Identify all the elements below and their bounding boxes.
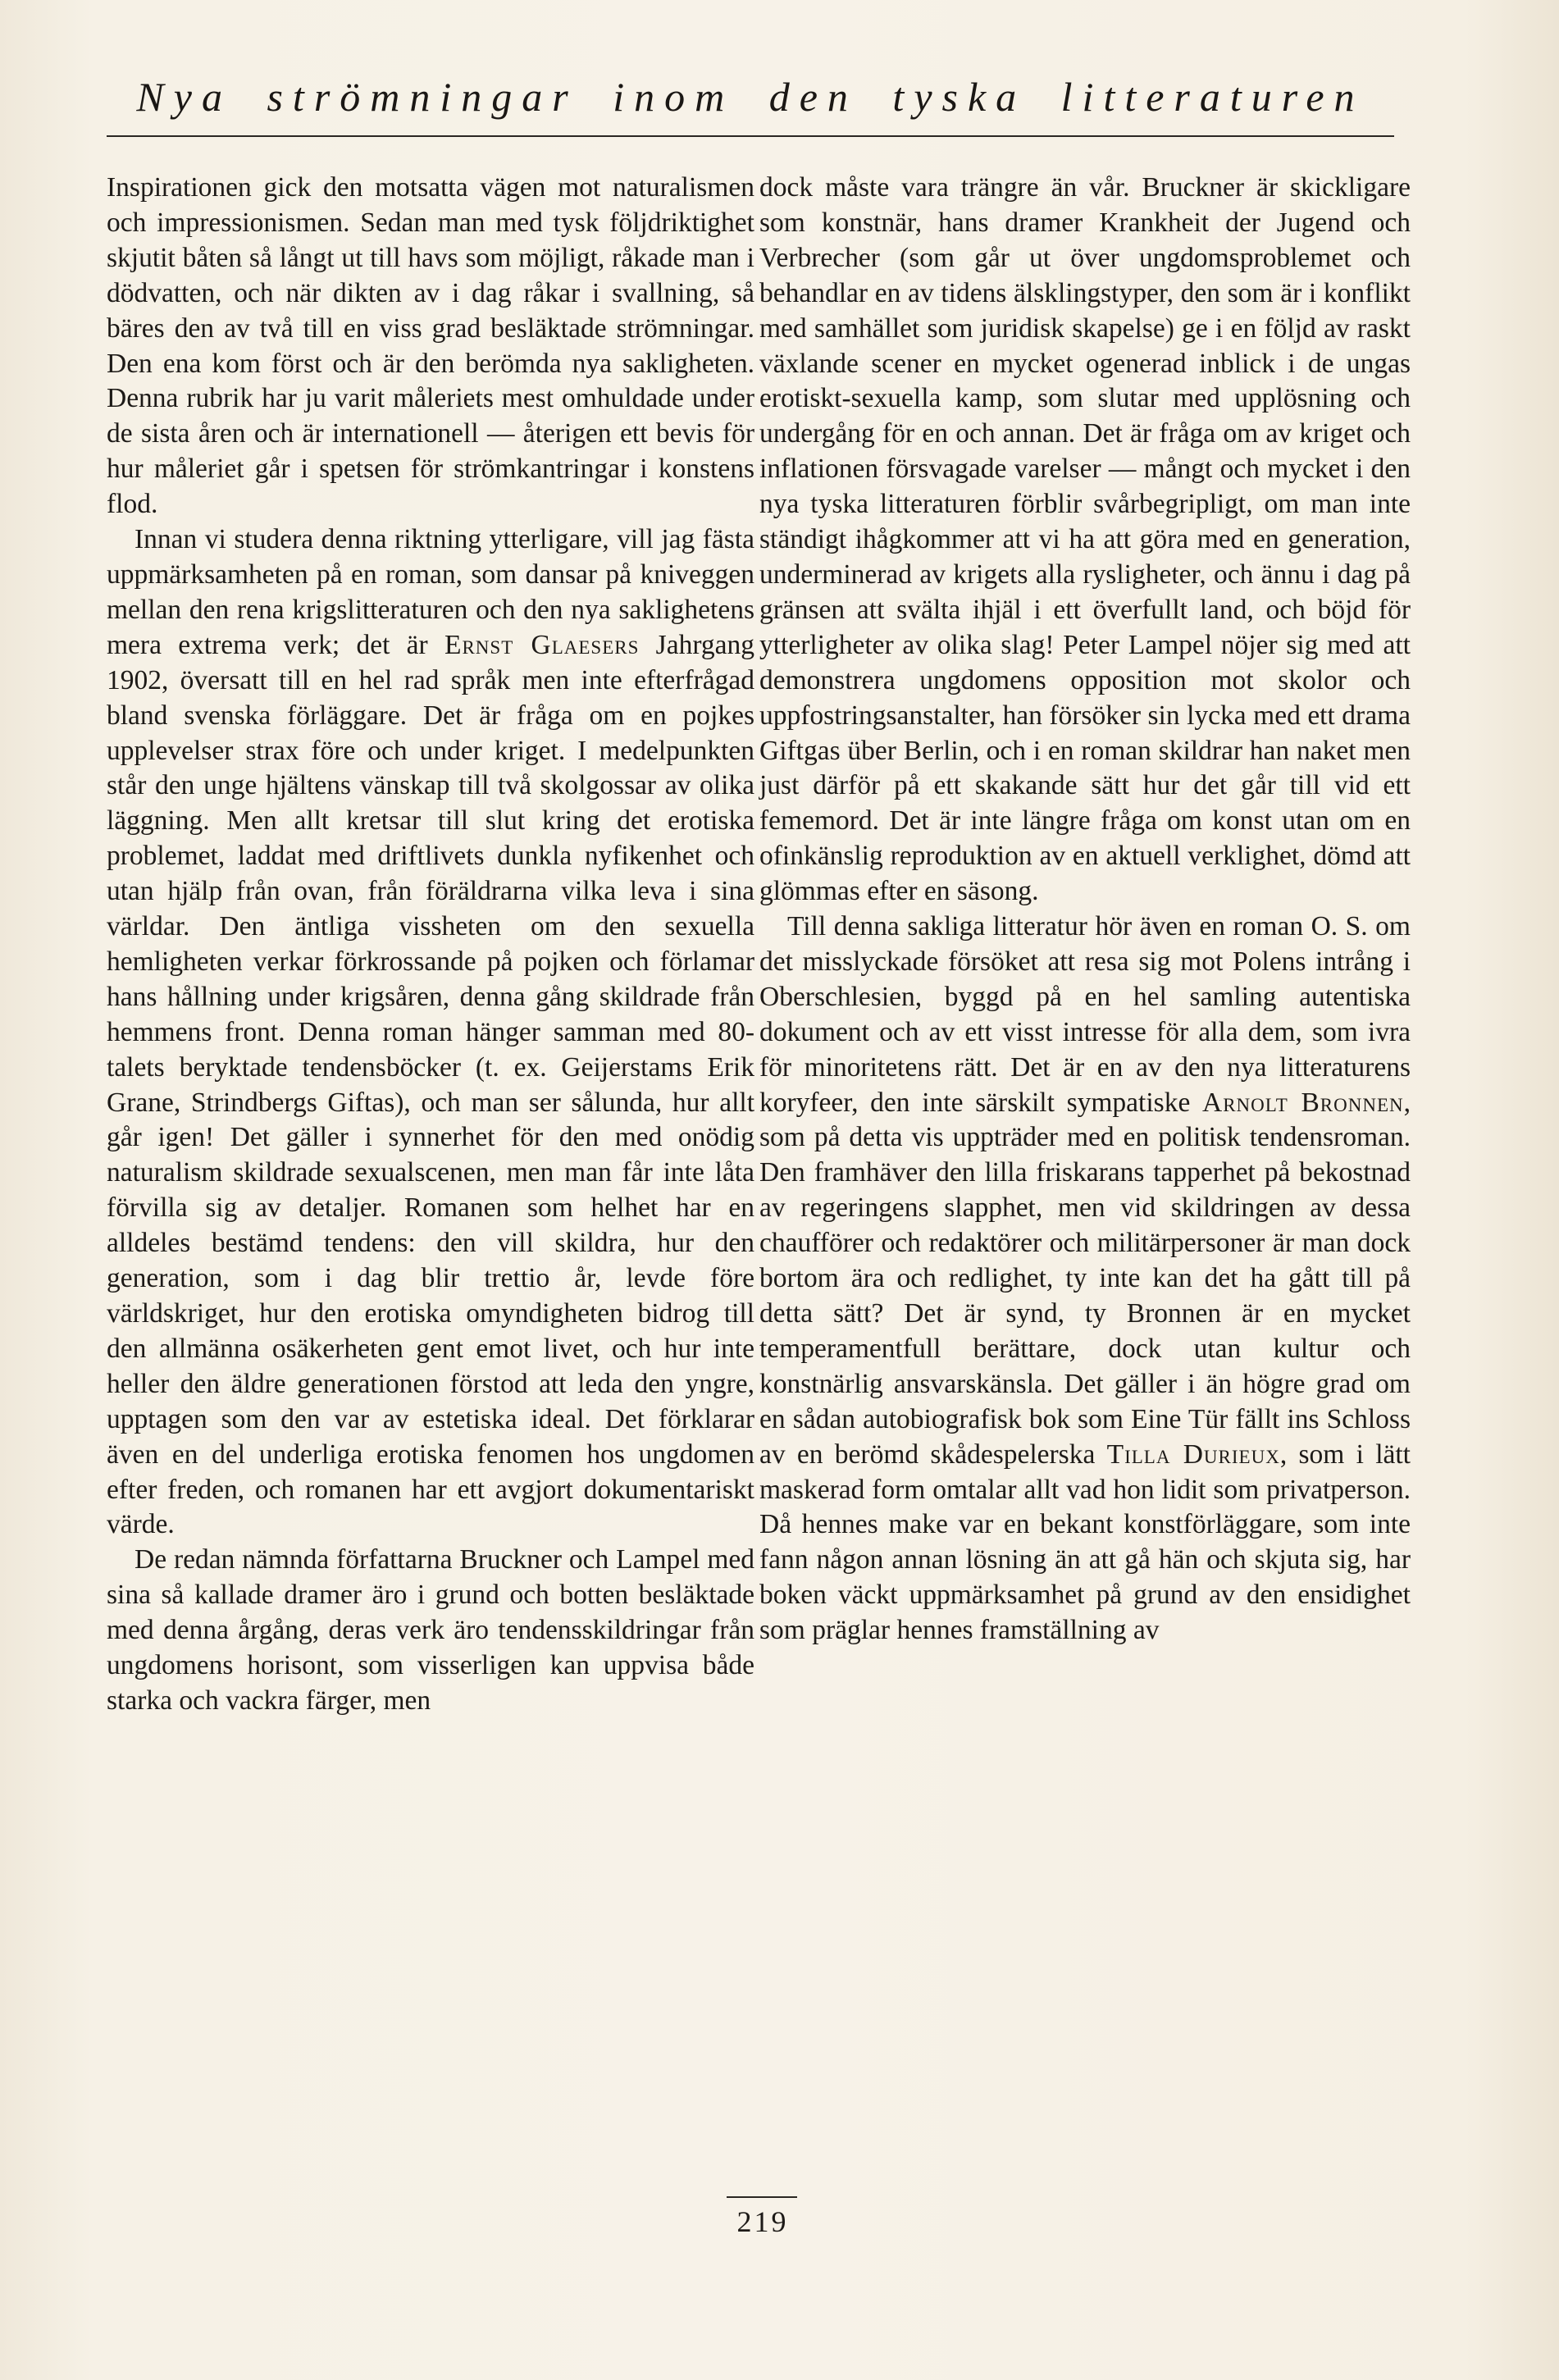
paragraph-text: dock måste vara trängre än vår. Bruckner är skickligare som konstnär, hans dramer Krankheit der Jugend och Verbrecher (som går ut över ungdomsproblemet och behandlar en av tidens älsklingstyper, den som är i konflikt med samhället som juridisk skapelse) ge i en följd av raskt växlande scener en mycket ogenerad inblick i de ungas erotiskt-sexuella kamp, som slutar med upplösning och undergång för en och annan. Det är fråga om av kriget och inflationen försvagade varelser — mångt och mycket i den nya tyska litteraturen förblir svårbegripligt, om man inte ständigt ihågkommer att vi ha att göra med en generation, underminerad av krigets alla rysligheter, och ännu i dag på gränsen att svälta ihjäl i ett överfullt land, och böjd för ytterligheter av olika slag! Peter Lampel nöjer sig med att demonstrera ungdomens opposition mot skolor och uppfostringsanstalter, han försöker sin lycka med ett drama Giftgas über Berlin, och i en roman skildrar han naket men just därför på ett skakande sätt hur det går till vid ett fememord. Det är inte längre fråga om konst utan om en ofinkänslig reproduktion av en aktuell verklighet, dömd att glömmas efter en säsong. (759, 172, 1411, 907)
paragraph-text: Inspirationen gick den motsatta vägen mot naturalismen och impressionismen. Sedan man med tysk följdriktighet skjutit båten så långt ut till havs som möjligt, råkade man i dödvatten, och när dikten av i dag råkar i svallning, så bäres den av två till en viss grad besläktade strömningar. Den ena kom först och är den berömda nya sakligheten. Denna rubrik har ju varit måleriets mest omhuldade under de sista åren och är internationell — återigen ett bevis för hur måleriet går i spetsen för strömkantringar i konstens flod. (107, 172, 754, 520)
paragraph-text: Jahrgang 1902, översatt till en hel rad språk men inte efterfrågad bland svenska förläggare. Det är fråga om en pojkes upplevelser strax före och under kriget. I medelpunkten står den unge hjältens vänskap till två skolgossar av olika läggning. Men allt kretsar till slut kring det erotiska problemet, laddat med driftlivets dunkla nyfikenhet och utan hjälp från ovan, från föräldrarna vilka leva i sina världar. Den äntliga vissheten om den sexuella hemligheten verkar förkrossande på pojken och förlamar hans hållning under krigsåren, denna gång skildrade från hemmens front. Denna roman hänger samman med 80-talets beryktade tendensböcker (t. ex. Geijerstams Erik Grane, Strindbergs Giftas), och man ser sålunda, hur allt går igen! Det gäller i synnerhet för den med onödig naturalism skildrade sexualscenen, men man får inte låta förvilla sig av detaljer. Romanen som helhet har en alldeles bestämd tendens: den vill skildra, hur den generation, som i dag blir trettio år, levde före världskriget, hur den erotiska omyndigheten bidrog till den allmänna osäkerheten gent emot livet, och hur inte heller den äldre generationen förstod att leda den yngre, upptagen som den var av estetiska ideal. Det förklarar även en del underliga erotiska fenomen hos ungdomen efter freden, och romanen har ett avgjort dokumentariskt värde. (107, 629, 754, 1540)
paragraph (759, 910, 1411, 1648)
author-name: Ernst Glaesers (444, 629, 640, 660)
paragraph (107, 522, 754, 1543)
page-number: 219 (736, 2205, 789, 2238)
running-header (107, 56, 1394, 138)
running-title: Nya strömningar inom den tyska litteraturen (136, 74, 1365, 120)
author-name: Tilla Durieux (1106, 1438, 1280, 1470)
left-column (107, 171, 754, 1719)
right-column (759, 171, 1411, 1648)
paragraph (759, 171, 1411, 910)
paragraph (107, 1543, 754, 1719)
paragraph-text: De redan nämnda författarna Bruckner och Lampel med sina så kallade dramer äro i grund och botten besläktade med denna årgång, deras verk äro tendensskildringar från ungdomens horisont, som visserligen kan uppvisa både starka och vackra färger, men (107, 1544, 754, 1716)
paragraph-text: , som på detta vis uppträder med en politisk tendensroman. Den framhäver den lilla friskarans tapperhet på bekostnad av regeringens slapphet, men vid skildringen av dessa chaufförer och redaktörer och militärpersoner är man dock bortom ära och redlighet, ty inte kan det ha gått till på detta sätt? Det är synd, ty Bronnen är en mycket temperamentfull berättare, dock utan kultur och konstnärlig ansvarskänsla. Det gäller i än högre grad om en sådan autobiografisk bok som Eine Tür fällt ins Schloss av en berömd skådespelerska (759, 1087, 1411, 1470)
paragraph-text: , som i lätt maskerad form omtalar allt vad hon lidit som privatperson. Då hennes make var en bekant konstförläggare, som inte fann någon annan lösning än att gå hän och skjuta sig, har boken väckt uppmärksamhet på grund av den ensidighet som präglar hennes framställning av (759, 1438, 1411, 1646)
paragraph-text: Innan vi studera denna riktning ytterligare, vill jag fästa uppmärksamheten på en roman, som dansar på kniveggen mellan den rena krigslitteraturen och den nya saklighetens mera extrema verk; det är (107, 524, 754, 660)
folio-rule (727, 2196, 797, 2198)
header-rule (107, 135, 1394, 137)
paragraph-text: Till denna sakliga litteratur hör även en roman O. S. om det misslyckade försöket att resa sig mot Polens intrång i Oberschlesien, byggd på en hel samling autentiska dokument och av ett visst intresse för alla dem, som ivra för minoritetens rätt. Det är en av den nya litteraturens koryfeer, den inte särskilt sympatiske (759, 911, 1411, 1118)
author-name: Arnolt Bronnen (1202, 1087, 1404, 1118)
paragraph (107, 171, 754, 522)
